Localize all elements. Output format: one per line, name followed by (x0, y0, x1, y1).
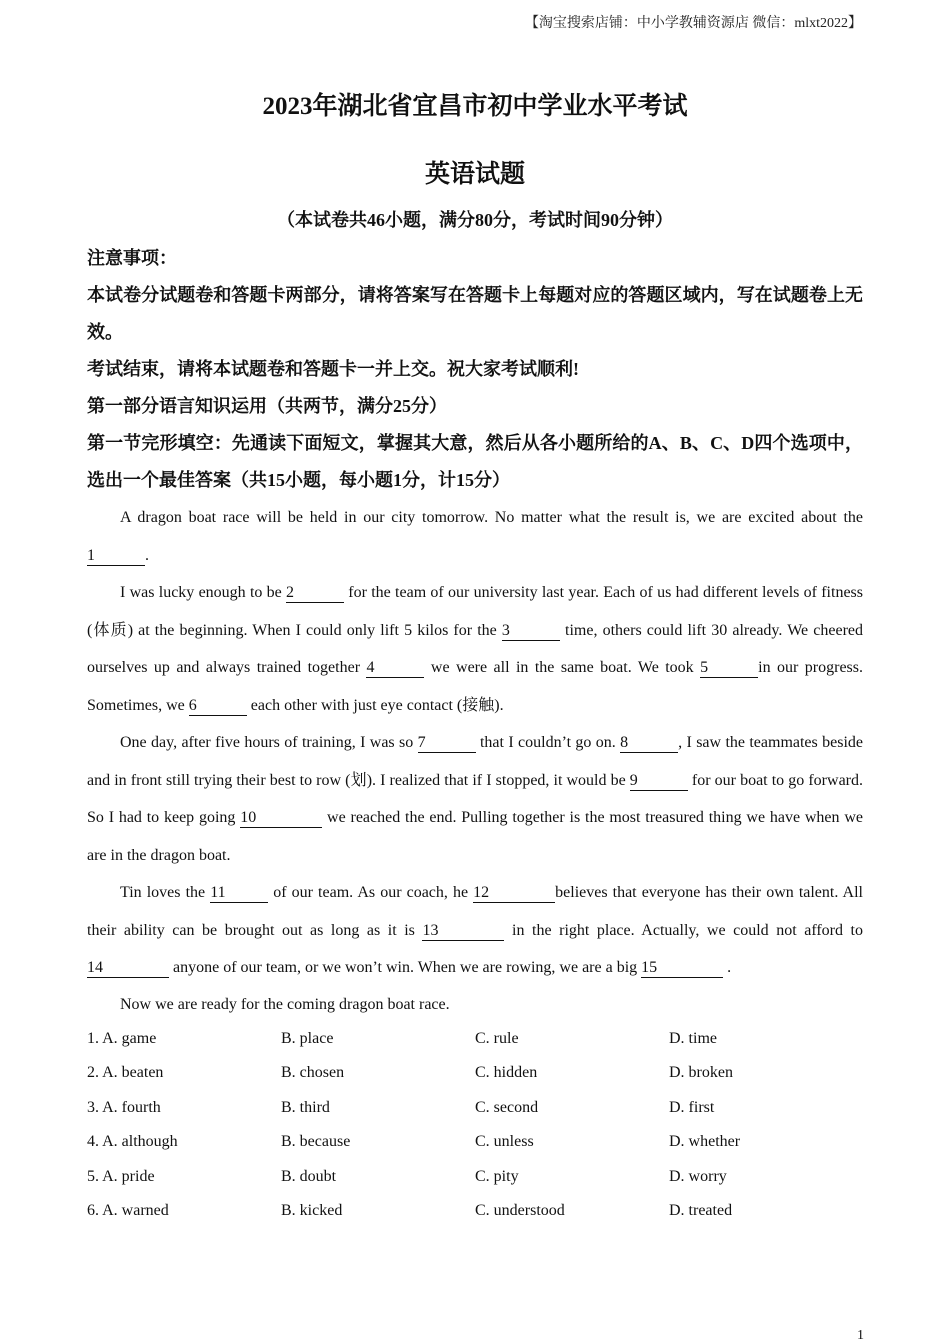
option-2b: B. chosen (281, 1064, 345, 1081)
option-6a: 6. A. warned (87, 1202, 169, 1219)
option-6c: C. understood (475, 1202, 565, 1219)
notes-heading: 注意事项： (87, 248, 177, 268)
page-number: 1 (857, 1328, 864, 1343)
option-3d: D. first (669, 1098, 715, 1116)
option-1a: 1. A. game (87, 1029, 157, 1047)
exam-info: （本试卷共46小题，满分80分，考试时间90分钟） (277, 210, 673, 230)
blank-12: 12 (473, 884, 555, 903)
part1-heading: 第一部分语言知识运用（共两节，满分25分） (87, 396, 447, 416)
option-2d: D. broken (669, 1064, 733, 1081)
exam-title: 2023年湖北省宜昌市初中学业水平考试 (262, 93, 688, 120)
blank-7: 7 (418, 734, 476, 753)
question-1-options (87, 1022, 863, 1057)
blank-2: 2 (286, 584, 344, 603)
option-5d: D. worry (669, 1167, 727, 1185)
notes-line-2: 考试结束，请将本试题卷和答题卡一并上交。祝大家考试顺利! (87, 359, 579, 379)
passage-paragraph-2: I was lucky enough to be 2 for the team of our university last year. Each of us had different levels of fitness (体质) at the beginning. When I could only lift 5 kilos for the 3 time, others could lift 30 already. We cheered ourselves up and always trained together 4 we were all in the same boat. We took 5 in our progress. Sometimes, we 6 each other with just eye contact (接触). (87, 584, 864, 714)
passage-paragraph-4: Tin loves the 11 of our team. As our coach, he 12 believes that everyone has their own talent. All their ability can be brought out as long as it is 13 in the right place. Actually, we could not afford to 14 anyone of our team, or we won’t win. When we are rowing, we are a big 15 . (87, 884, 864, 976)
option-4a: 4. A. although (87, 1133, 178, 1150)
option-2c: C. hidden (475, 1064, 538, 1081)
option-4c: C. unless (475, 1133, 534, 1150)
option-5c: C. pity (475, 1167, 519, 1185)
blank-4: 4 (366, 659, 424, 678)
blank-6: 6 (189, 697, 247, 716)
blank-3: 3 (502, 622, 560, 641)
blank-9: 9 (630, 772, 688, 791)
option-1d: D. time (669, 1029, 717, 1047)
option-6b: B. kicked (281, 1202, 343, 1219)
blank-14: 14 (87, 959, 169, 978)
question-5-options (87, 1160, 863, 1195)
blank-15: 15 (641, 959, 723, 978)
option-5b: B. doubt (281, 1167, 337, 1185)
option-1b: B. place (281, 1029, 334, 1047)
blank-1: 1 (87, 547, 145, 566)
answer-options (87, 1022, 863, 1229)
option-4b: B. because (281, 1133, 351, 1150)
question-6-options (87, 1194, 863, 1229)
option-3c: C. second (475, 1098, 539, 1116)
blank-11: 11 (210, 884, 268, 903)
option-4d: D. whether (669, 1133, 741, 1150)
option-6d: D. treated (669, 1202, 733, 1219)
passage-paragraph-3: One day, after five hours of training, I was so 7 that I couldn’t go on. 8 , I saw the teammates beside and in front still trying their best to row (划). I realized that if I stopped, it would be 9 for our boat to go forward. So I had to keep going 10 we reached the end. Pulling together is the most treasured thing we have when we are in the dragon boat. (87, 734, 863, 864)
option-3b: B. third (281, 1098, 330, 1116)
notes-line-1: 本试卷分试题卷和答题卡两部分，请将答案写在答题卡上每题对应的答题区域内，写在试题卷上无效。 (87, 285, 863, 342)
header-note: 【淘宝搜索店铺：中小学教辅资源店 微信：mlxt2022】 (524, 16, 862, 31)
blank-10: 10 (240, 809, 322, 828)
blank-5: 5 (700, 659, 758, 678)
question-3-options (87, 1091, 863, 1126)
exam-content (87, 240, 863, 1229)
section1-heading: 第一节完形填空：先通读下面短文，掌握其大意，然后从各小题所给的A、B、C、D四个选项中，选出一个最佳答案（共15小题，每小题1分，计15分） (87, 433, 863, 490)
blank-8: 8 (620, 734, 678, 753)
exam-subtitle: 英语试题 (424, 161, 525, 188)
blank-13: 13 (422, 922, 504, 941)
option-2a: 2. A. beaten (87, 1064, 164, 1081)
passage-paragraph-1: A dragon boat race will be held in our city tomorrow. No matter what the result is, we are excited about the 1 . (87, 509, 863, 564)
option-1c: C. rule (475, 1029, 519, 1047)
option-3a: 3. A. fourth (87, 1098, 161, 1116)
option-5a: 5. A. pride (87, 1167, 155, 1185)
question-4-options (87, 1125, 863, 1160)
passage-paragraph-5: Now we are ready for the coming dragon boat race. (120, 995, 450, 1013)
question-2-options (87, 1056, 863, 1091)
